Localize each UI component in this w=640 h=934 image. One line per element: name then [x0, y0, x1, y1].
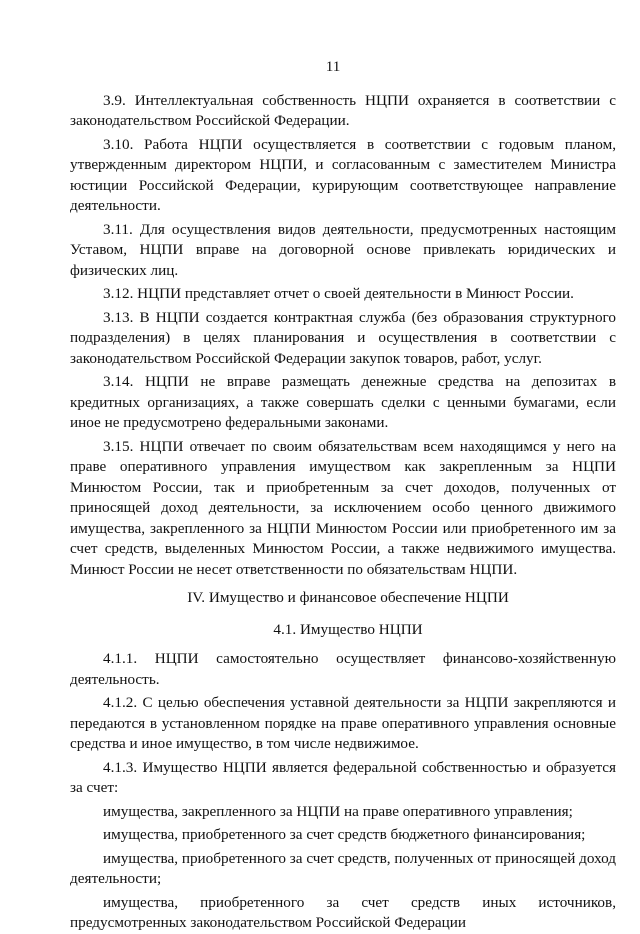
- paragraph-3-12: 3.12. НЦПИ представляет отчет о своей деятельности в Минюст России.: [103, 285, 574, 302]
- list-item: имущества, приобретенного за счет средств бюджетного финансирования;: [103, 826, 586, 843]
- section-heading: IV. Имущество и финансовое обеспечение НЦПИ: [187, 589, 509, 606]
- list-item: имущества, приобретенного за счет средств иных источников, предусмотренных законодательством Российской Федерации: [70, 893, 616, 931]
- paragraph-3-11: 3.11. Для осуществления видов деятельности, предусмотренных настоящим Уставом, НЦПИ вправе на договорной основе привлекать юридических и физических лиц.: [70, 220, 616, 279]
- paragraph-3-14: 3.14. НЦПИ не вправе размещать денежные средства на депозитах в кредитных организациях, а также совершать сделки с ценными бумагами, если иное не предусмотрено федеральными законами.: [70, 373, 616, 431]
- subsection-heading: 4.1. Имущество НЦПИ: [273, 620, 423, 638]
- paragraph-3-15: 3.15. НЦПИ отвечает по своим обязательствам всем находящимся у него на праве оперативного управления имуществом как закрепленным за НЦПИ Минюстом России, так и приобретенным за счет доходов, полученных от приносящей доход деятельности, за исключением особо ценного движимого имущества, закрепленного за НЦПИ Минюстом России или приобретенного им за счет средств, выделенных Минюстом России, а также недвижимого имущества. Минюст России не несет ответственности по обязательствам НЦПИ.: [70, 437, 616, 578]
- list-item: имущества, приобретенного за счет средств, полученных от приносящей доход деятельности;: [70, 849, 616, 887]
- list-item: имущества, закрепленного за НЦПИ на праве оперативного управления;: [103, 802, 573, 820]
- paragraph-3-10: 3.10. Работа НЦПИ осуществляется в соответствии с годовым планом, утвержденным директором НЦПИ, и согласованным с заместителем Министра юстиции Российской Федерации, курирующим соответствующее направление деятельности.: [70, 135, 616, 214]
- paragraph-4-1-1: 4.1.1. НЦПИ самостоятельно осуществляет финансово-хозяйственную деятельность.: [70, 650, 616, 688]
- page-number: 11: [325, 58, 341, 75]
- paragraph-3-9: 3.9. Интеллектуальная собственность НЦПИ охраняется в соответствии с законодательством Российской Федерации.: [70, 91, 616, 129]
- paragraph-3-13: 3.13. В НЦПИ создается контрактная служба (без образования структурного подразделения) в целях планирования и осуществления в соответствии с законодательством Российской Федерации закупок товаров, работ, услуг.: [70, 308, 616, 367]
- paragraph-4-1-3: 4.1.3. Имущество НЦПИ является федеральной собственностью и образуется за счет:: [70, 758, 616, 796]
- paragraph-4-1-2: 4.1.2. С целью обеспечения уставной деятельности за НЦПИ закрепляются и передаются в установленном порядке на праве оперативного управления основные средства и иное имущество, в том числе недвижимое.: [70, 694, 616, 752]
